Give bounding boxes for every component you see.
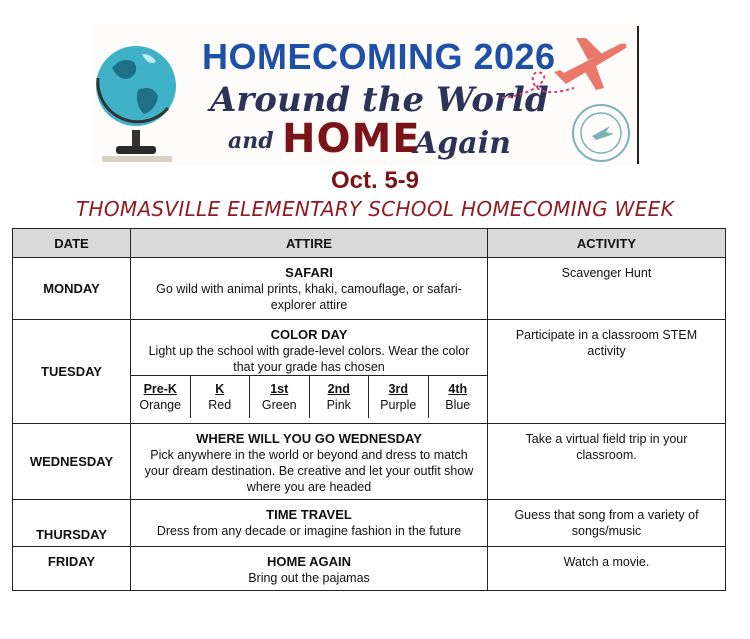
attire-description: Pick anywhere in the world or beyond and dress to match your dream destination. Be creative and let your outfit show where you are headed xyxy=(144,448,474,494)
grade-label: 3rd xyxy=(388,382,408,396)
attire-title: TIME TRAVEL xyxy=(266,507,352,522)
attire-cell xyxy=(131,320,488,424)
grade-colors-grid xyxy=(131,375,487,418)
grade-3rd xyxy=(368,376,428,418)
table-row xyxy=(13,258,726,320)
activity-text: Guess that song from a variety of songs/music xyxy=(514,508,699,538)
homecoming-title: HOMECOMING 2026 xyxy=(202,36,556,77)
homecoming-banner xyxy=(92,24,640,166)
grade-label: 2nd xyxy=(327,382,350,396)
table-row xyxy=(13,424,726,500)
grade-prek xyxy=(131,376,190,418)
passport-stamp-icon xyxy=(570,102,632,164)
activity-cell xyxy=(488,424,726,500)
day-cell: MONDAY xyxy=(13,258,131,320)
table-header-row xyxy=(13,229,726,258)
activity-cell xyxy=(488,500,726,547)
attire-cell xyxy=(131,500,488,547)
grade-color: Blue xyxy=(445,398,471,412)
attire-cell xyxy=(131,424,488,500)
theme-word-and: and xyxy=(228,128,274,154)
day-cell: FRIDAY xyxy=(13,547,131,591)
grade-color: Purple xyxy=(380,398,417,412)
grade-label: Pre-K xyxy=(143,382,177,396)
table-row xyxy=(13,320,726,424)
attire-cell xyxy=(131,547,488,591)
activity-text: Take a virtual field trip in your classroom. xyxy=(525,432,688,462)
activity-text: Watch a movie. xyxy=(563,555,650,569)
activity-cell xyxy=(488,320,726,424)
grade-4th xyxy=(428,376,488,418)
event-dates: Oct. 5-9 xyxy=(330,167,420,194)
grade-label: 4th xyxy=(448,382,468,396)
attire-title: COLOR DAY xyxy=(270,327,348,342)
theme-word-home: HOME xyxy=(282,116,421,162)
activity-cell xyxy=(488,258,726,320)
grade-k xyxy=(190,376,250,418)
header-date: DATE xyxy=(13,229,131,258)
grade-color: Orange xyxy=(139,398,182,412)
day-cell: THURSDAY xyxy=(13,500,131,547)
attire-title: WHERE WILL YOU GO WEDNESDAY xyxy=(196,431,422,446)
homecoming-schedule-table xyxy=(12,228,726,591)
theme-word-again: Again xyxy=(414,126,511,161)
globe-icon xyxy=(92,30,182,166)
activity-cell xyxy=(488,547,726,591)
attire-title: HOME AGAIN xyxy=(266,554,352,569)
attire-description: Go wild with animal prints, khaki, camouflage, or safari-explorer attire xyxy=(156,282,462,312)
attire-description: Light up the school with grade-level colors. Wear the color that your grade has chosen xyxy=(148,344,470,374)
grade-color: Green xyxy=(261,398,297,412)
airplane-icon xyxy=(492,32,632,112)
table-row xyxy=(13,547,726,591)
day-cell: WEDNESDAY xyxy=(13,424,131,500)
activity-text: Scavenger Hunt xyxy=(561,266,652,280)
attire-cell xyxy=(131,258,488,320)
banner-edge-line xyxy=(637,26,639,164)
grade-1st xyxy=(249,376,309,418)
theme-line-around-the-world: Around the World xyxy=(210,80,549,120)
grade-color: Pink xyxy=(326,398,351,412)
day-cell: TUESDAY xyxy=(13,320,131,424)
attire-description: Bring out the pajamas xyxy=(248,571,370,585)
table-row xyxy=(13,500,726,547)
grade-label: K xyxy=(215,382,225,396)
attire-description: Dress from any decade or imagine fashion in the future xyxy=(156,524,462,538)
grade-2nd xyxy=(309,376,369,418)
grade-label: 1st xyxy=(270,382,289,396)
grade-color: Red xyxy=(208,398,232,412)
school-name-heading: THOMASVILLE ELEMENTARY SCHOOL HOMECOMING WEEK xyxy=(76,197,674,221)
header-activity: ACTIVITY xyxy=(488,229,726,258)
attire-title: SAFARI xyxy=(285,265,333,280)
header-attire: ATTIRE xyxy=(131,229,488,258)
activity-text: Participate in a classroom STEM activity xyxy=(515,328,698,358)
